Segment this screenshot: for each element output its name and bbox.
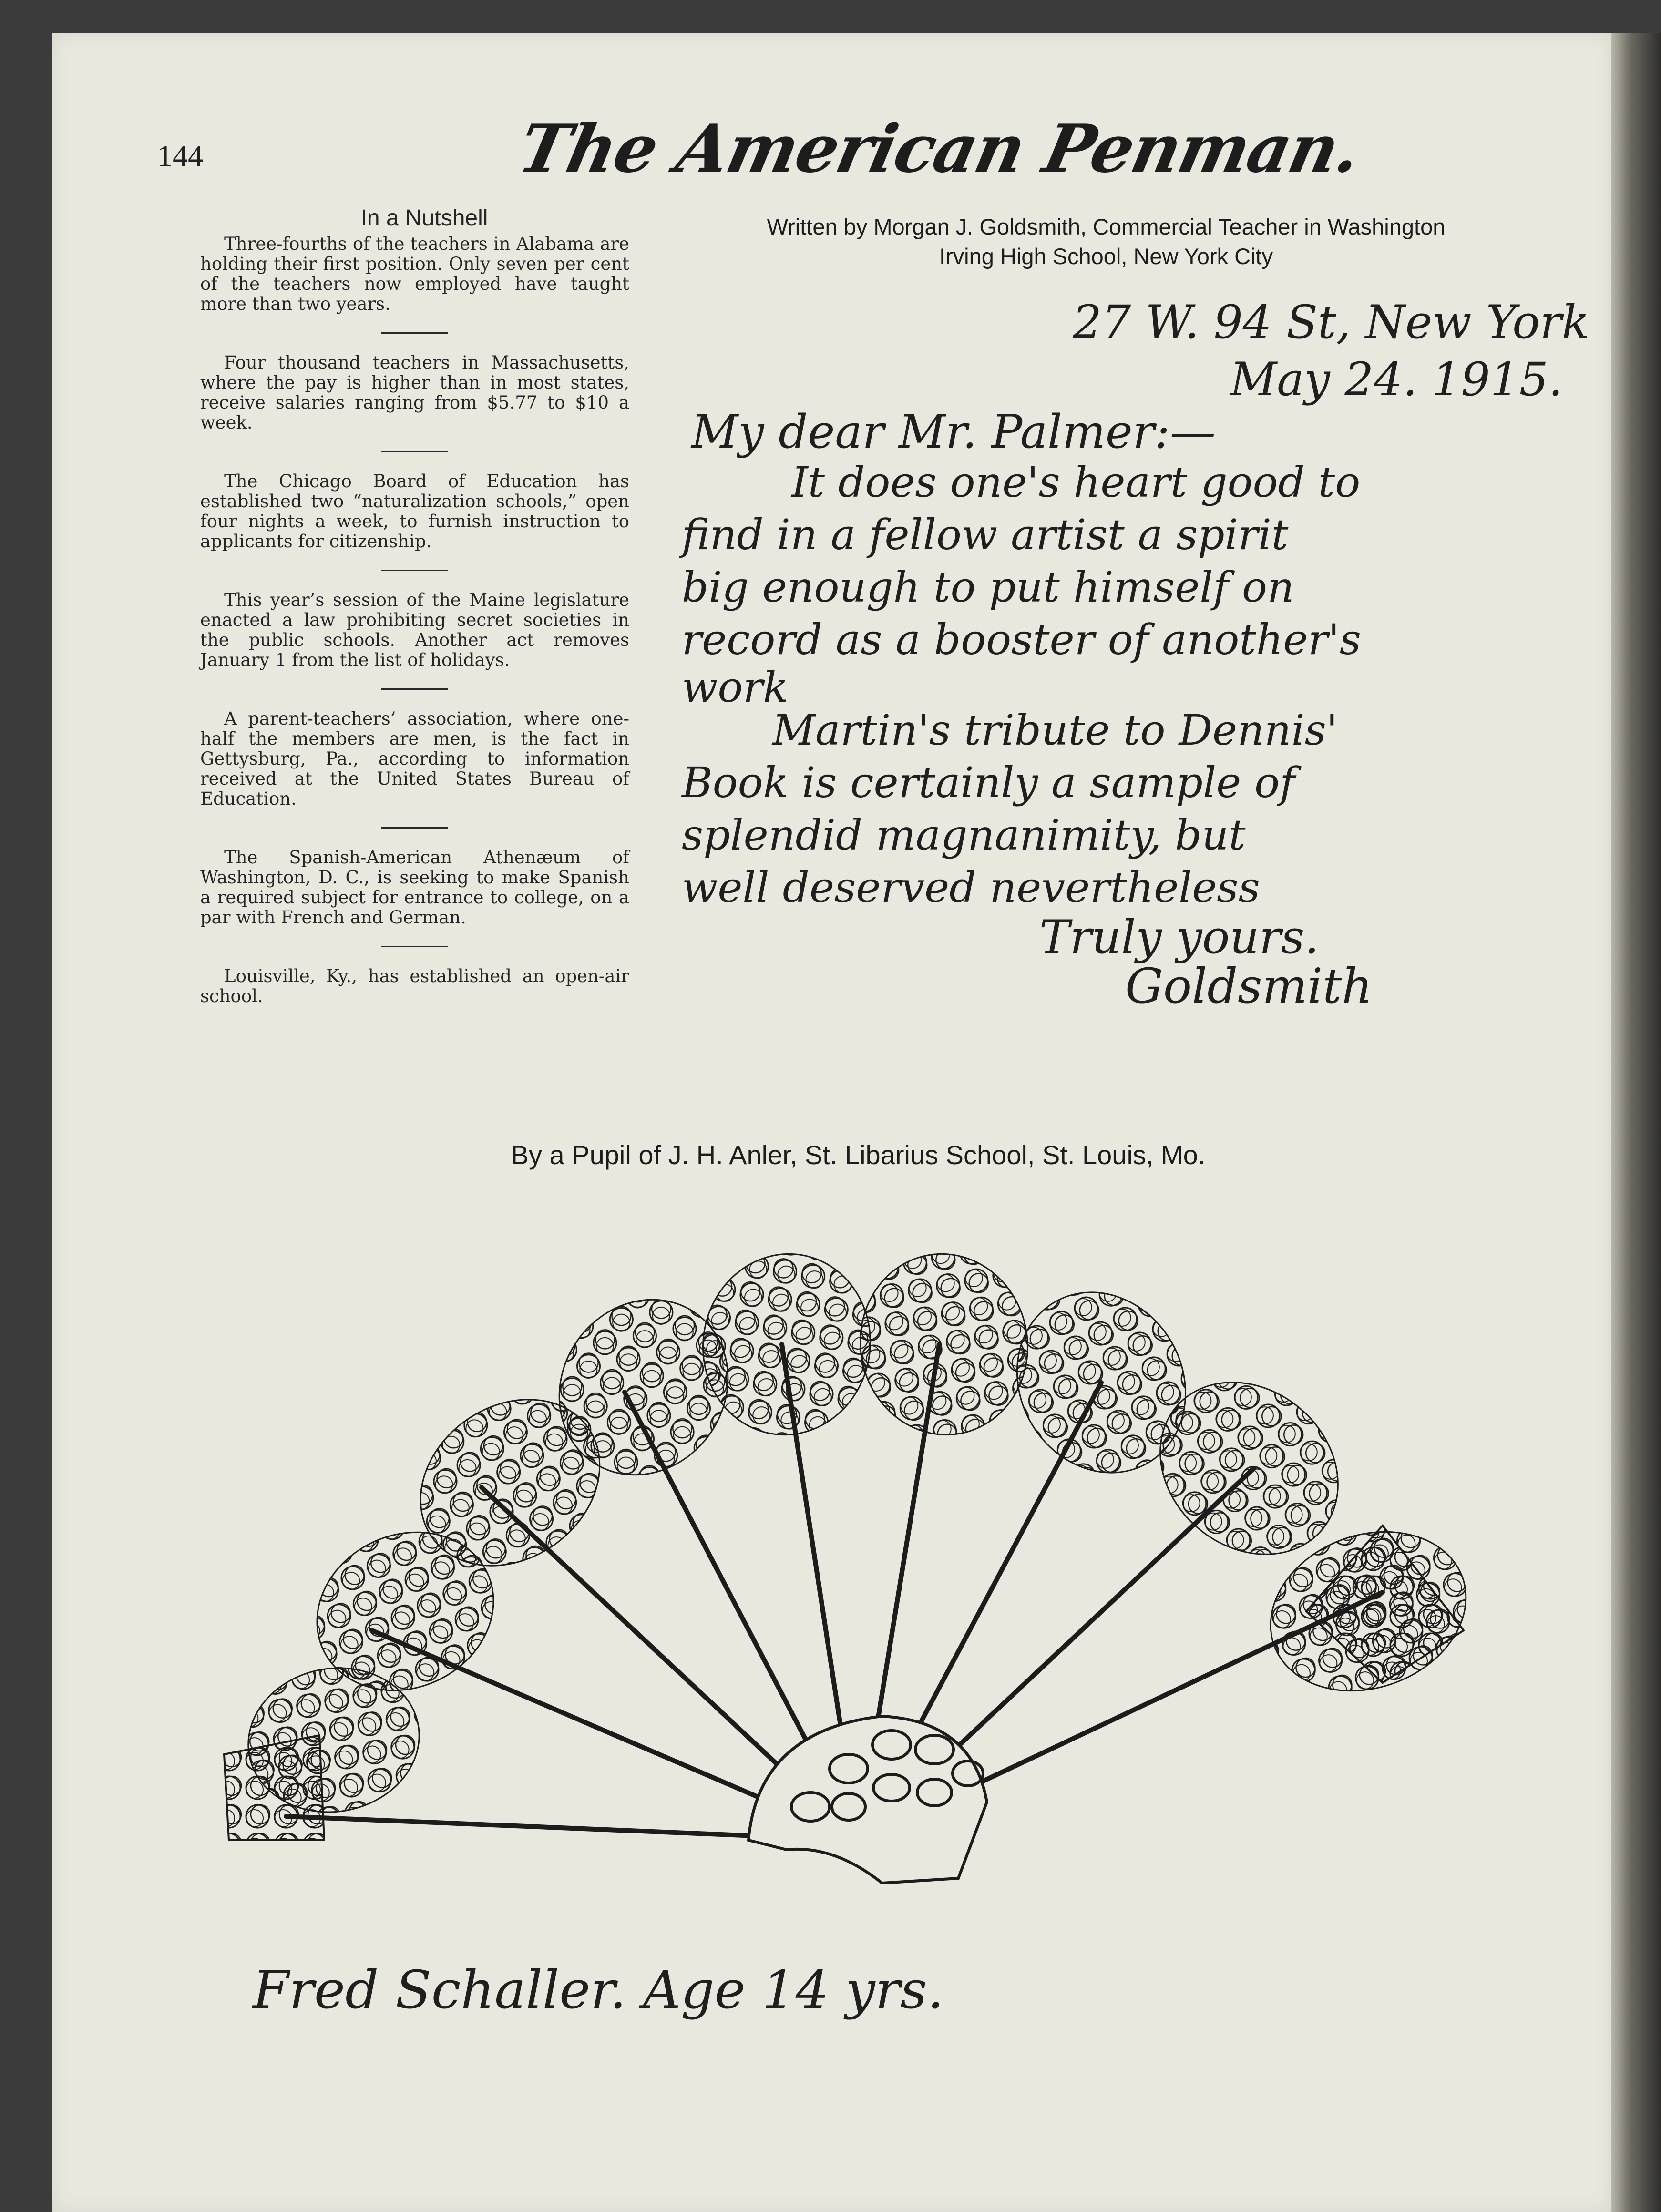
letter-address: 27 W. 94 St, New York: [1073, 296, 1590, 349]
letter-credit: [696, 212, 1516, 271]
letter-credit-line: Written by Morgan J. Goldsmith, Commercial Teacher in Washington: [767, 214, 1446, 239]
nutshell-item: This year’s session of the Maine legislature enacted a law prohibiting secret societies in the public schools. Another act removes January 1 from the list of holidays.: [200, 590, 629, 670]
letter-signature: Goldsmith: [1125, 958, 1373, 1014]
letter-salutation: My dear Mr. Palmer:—: [691, 405, 1216, 459]
pupil-signature: Fred Schaller. Age 14 yrs.: [253, 1959, 944, 2020]
divider-rule: [381, 827, 448, 829]
letter-line: splendid magnanimity, but: [682, 810, 1246, 860]
fan-illustration: [215, 1201, 1492, 1945]
masthead-title: The American Penman.: [512, 110, 1367, 187]
letter-line: record as a booster of another's: [682, 615, 1361, 664]
nutshell-item: Louisville, Ky., has established an open-air school.: [200, 966, 629, 1006]
letter-line: work: [682, 663, 789, 712]
nutshell-heading: In a Nutshell: [360, 205, 488, 231]
letter-date: May 24. 1915.: [1230, 353, 1563, 406]
divider-rule: [381, 451, 448, 452]
letter-closing: Truly yours.: [1039, 911, 1319, 964]
letter-credit-line: Irving High School, New York City: [939, 244, 1273, 269]
divider-rule: [381, 946, 448, 947]
divider-rule: [381, 688, 448, 690]
nutshell-item: Three-fourths of the teachers in Alabama are holding their first position. Only seven per cent of the teachers now employed have taught more than two years.: [200, 234, 629, 314]
letter-line: big enough to put himself on: [682, 563, 1294, 612]
letter-line: Book is certainly a sample of: [682, 758, 1295, 807]
pupil-credit: By a Pupil of J. H. Anler, St. Libarius School, St. Louis, Mo.: [511, 1140, 1206, 1170]
nutshell-column: [200, 205, 629, 1006]
nutshell-item: Four thousand teachers in Massachusetts, where the pay is higher than in most states, receive salaries ranging from $5.77 to $10 a week.: [200, 352, 629, 433]
facing-page-edge: [1611, 33, 1661, 2212]
divider-rule: [381, 570, 448, 571]
divider-rule: [381, 332, 448, 334]
letter-line: It does one's heart good to: [791, 458, 1361, 507]
letter-line: Martin's tribute to Dennis': [772, 706, 1338, 755]
nutshell-item: The Spanish-American Athenæum of Washington, D. C., is seeking to make Spanish a required subject for entrance to college, on a par with French and German.: [200, 847, 629, 928]
letter-line: well deserved nevertheless: [682, 863, 1260, 912]
nutshell-item: A parent-teachers’ association, where one-half the members are men, is the fact in Gettysburg, Pa., according to information received at the United States Bureau of Education.: [200, 708, 629, 809]
nutshell-item: The Chicago Board of Education has established two “naturalization schools,” open four nights a week, to furnish instruction to applicants for citizenship.: [200, 471, 629, 552]
letter-line: find in a fellow artist a spirit: [682, 510, 1289, 559]
page-number: 144: [157, 139, 203, 173]
